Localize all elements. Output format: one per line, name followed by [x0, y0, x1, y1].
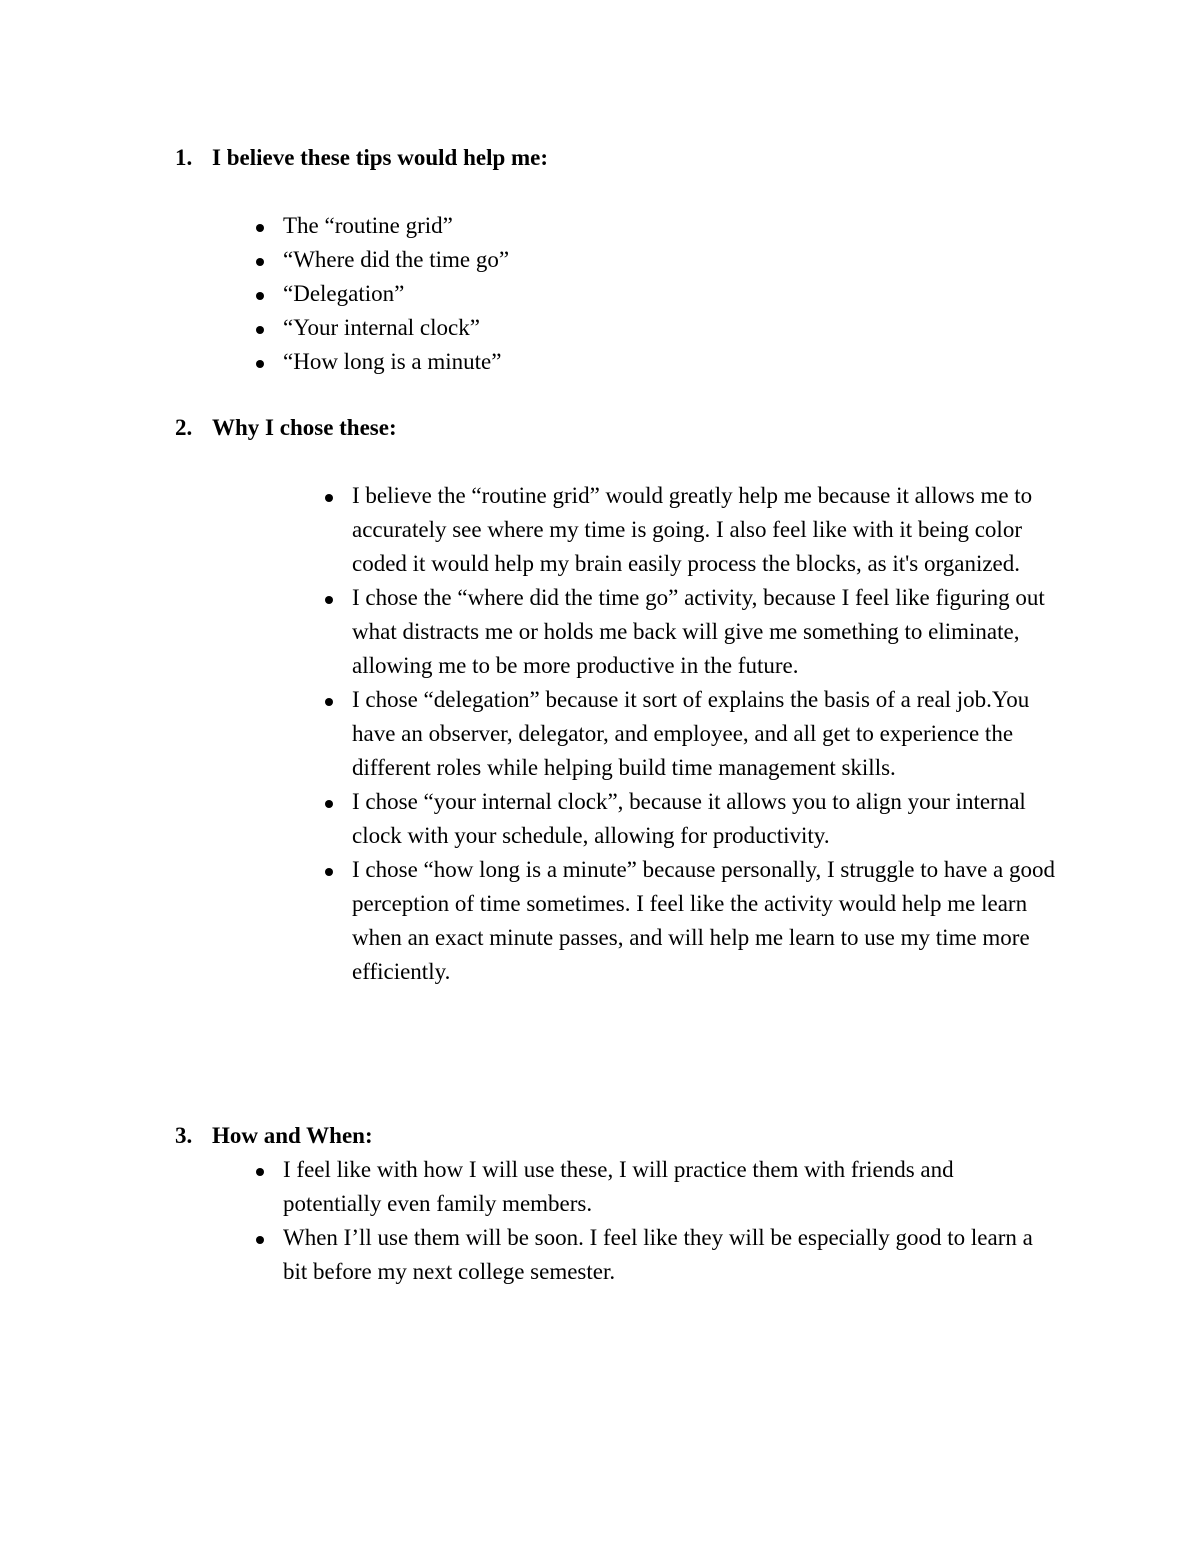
section-how-when [175, 1119, 1075, 1289]
list-item-text: I chose “how long is a minute” because personally, I struggle to have a good perception of time sometimes. I feel like the activity would help me learn when an exact minute passes, and will help me learn to use my time more efficiently. [352, 857, 1055, 984]
list-item-text: I chose “delegation” because it sort of explains the basis of a real job.You have an observer, delegator, and employee, and all get to experience the different roles while helping build time management skills. [352, 687, 1030, 780]
list-item-text: I chose “your internal clock”, because it allows you to align your internal clock with your schedule, allowing for productivity. [352, 789, 1026, 848]
section-tips [175, 141, 1075, 379]
list-item [283, 1153, 1043, 1221]
bullet-icon [256, 224, 264, 232]
bullet-icon [256, 1168, 264, 1176]
list-item-text: “Where did the time go” [283, 247, 510, 272]
list-item-text: I believe the “routine grid” would greatly help me because it allows me to accurately see where my time is going. I also feel like with it being color coded it would help my brain easily process the blocks, as it's organized. [352, 483, 1033, 576]
section-heading [175, 141, 1075, 175]
list-item [283, 243, 1043, 277]
list-item-text: The “routine grid” [283, 213, 453, 238]
list-item [283, 345, 1043, 379]
list-item [352, 683, 1064, 785]
bullet-icon [256, 1236, 264, 1244]
section-title: Why I chose these: [212, 415, 397, 440]
tips-list [283, 209, 1043, 379]
bullet-icon [325, 800, 333, 808]
bullet-icon [256, 326, 264, 334]
bullet-icon [256, 292, 264, 300]
list-item [352, 785, 1064, 853]
list-item [283, 311, 1043, 345]
list-item [283, 277, 1043, 311]
section-title: How and When: [212, 1123, 373, 1148]
section-title: I believe these tips would help me: [212, 145, 549, 170]
list-item [352, 479, 1064, 581]
section-heading [175, 411, 1075, 445]
bullet-icon [256, 258, 264, 266]
section-heading [175, 1119, 1075, 1153]
section-reasons [175, 411, 1075, 989]
bullet-icon [325, 698, 333, 706]
list-item-text: When I’ll use them will be soon. I feel like they will be especially good to learn a bit before my next college semester. [283, 1225, 1033, 1284]
section-number: 2. [175, 415, 193, 440]
list-item [352, 853, 1064, 989]
reasons-list [352, 479, 1064, 989]
list-item-text: “Your internal clock” [283, 315, 480, 340]
list-item-text: I feel like with how I will use these, I will practice them with friends and potentially even family members. [283, 1157, 954, 1216]
bullet-icon [325, 868, 333, 876]
section-number: 1. [175, 145, 193, 170]
bullet-icon [325, 596, 333, 604]
list-item [283, 1221, 1043, 1289]
bullet-icon [325, 494, 333, 502]
how-when-list [283, 1153, 1043, 1289]
list-item-text: “Delegation” [283, 281, 405, 306]
list-item [283, 209, 1043, 243]
section-number: 3. [175, 1123, 193, 1148]
list-item-text: “How long is a minute” [283, 349, 502, 374]
list-item-text: I chose the “where did the time go” activity, because I feel like figuring out what distracts me or holds me back will give me something to eliminate, allowing me to be more productive in the future. [352, 585, 1045, 678]
bullet-icon [256, 360, 264, 368]
list-item [352, 581, 1064, 683]
